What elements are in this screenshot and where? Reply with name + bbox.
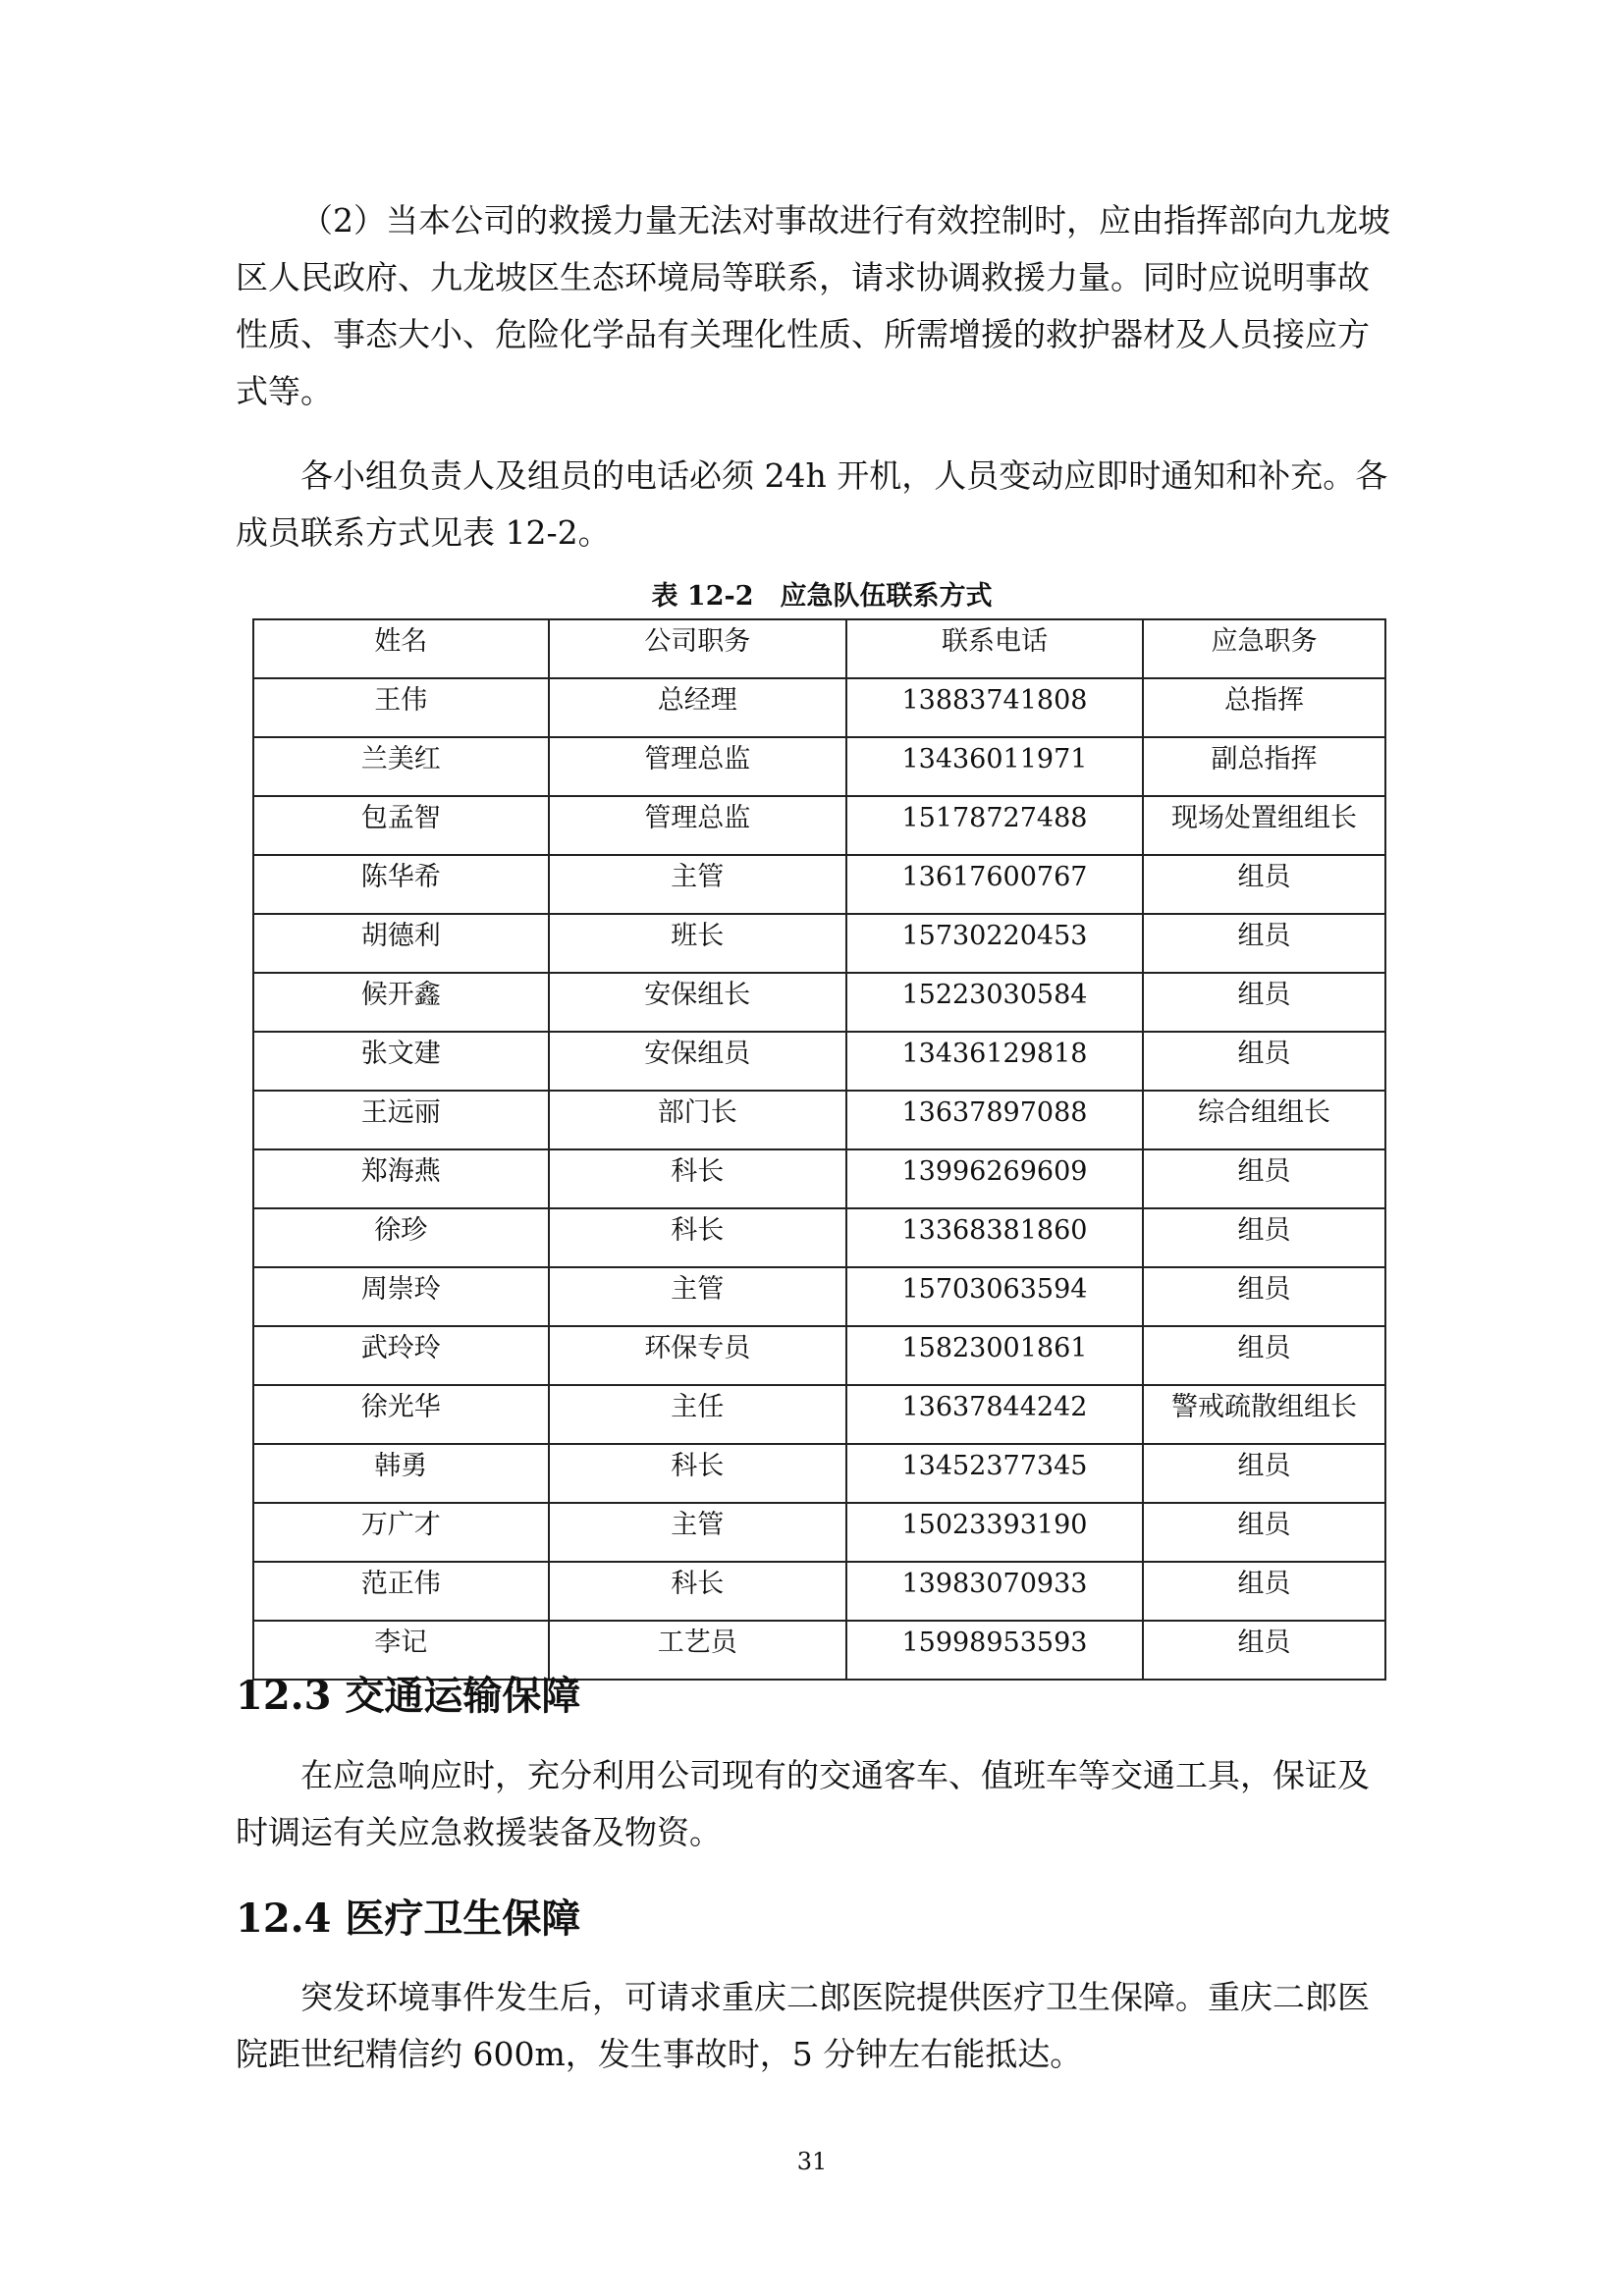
cell-phone: 13368381860	[846, 1208, 1143, 1267]
cell-name: 包孟智	[253, 796, 549, 855]
cell-position: 科长	[549, 1208, 846, 1267]
cell-position: 班长	[549, 914, 846, 973]
cell-position: 总经理	[549, 678, 846, 737]
table-row	[253, 1621, 1385, 1680]
table-row	[253, 678, 1385, 737]
table-row	[253, 914, 1385, 973]
section-heading-12-4: 12.4 医疗卫生保障	[236, 1896, 581, 1942]
cell-role: 组员	[1143, 1208, 1385, 1267]
cell-phone: 15178727488	[846, 796, 1143, 855]
table-row	[253, 1444, 1385, 1503]
cell-name: 胡德利	[253, 914, 549, 973]
section-heading-12-3: 12.3 交通运输保障	[236, 1673, 581, 1719]
cell-position: 管理总监	[549, 796, 846, 855]
text-line: 时调运有关应急救援装备及物资。	[236, 1813, 722, 1851]
cell-position: 安保组长	[549, 973, 846, 1032]
cell-phone: 13637897088	[846, 1091, 1143, 1149]
cell-name: 张文建	[253, 1032, 549, 1091]
table-row	[253, 1326, 1385, 1385]
text-line: 性质、事态大小、危险化学品有关理化性质、所需增援的救护器材及人员接应方	[236, 315, 1370, 353]
cell-role: 组员	[1143, 1562, 1385, 1621]
cell-role: 组员	[1143, 1032, 1385, 1091]
table-row	[253, 1267, 1385, 1326]
cell-name: 兰美红	[253, 737, 549, 796]
cell-position: 部门长	[549, 1091, 846, 1149]
text-line: 区人民政府、九龙坡区生态环境局等联系，请求协调救援力量。同时应说明事故	[236, 258, 1370, 296]
header-phone: 联系电话	[846, 619, 1143, 678]
cell-name: 武玲玲	[253, 1326, 549, 1385]
paragraph-transport	[236, 1747, 1408, 1861]
emergency-contacts-table	[252, 618, 1386, 1681]
text-line: 院距世纪精信约 600m，发生事故时，5 分钟左右能抵达。	[236, 2035, 1083, 2073]
cell-name: 徐光华	[253, 1385, 549, 1444]
cell-role: 副总指挥	[1143, 737, 1385, 796]
cell-role: 总指挥	[1143, 678, 1385, 737]
cell-role: 组员	[1143, 1444, 1385, 1503]
cell-role: 组员	[1143, 1267, 1385, 1326]
cell-name: 王远丽	[253, 1091, 549, 1149]
page-number: 31	[796, 2148, 828, 2175]
table-row	[253, 1562, 1385, 1621]
cell-name: 范正伟	[253, 1562, 549, 1621]
table-row	[253, 855, 1385, 914]
cell-position: 主管	[549, 855, 846, 914]
cell-role: 组员	[1143, 1503, 1385, 1562]
cell-name: 周崇玲	[253, 1267, 549, 1326]
cell-role: 组员	[1143, 973, 1385, 1032]
cell-phone: 15823001861	[846, 1326, 1143, 1385]
cell-phone: 15223030584	[846, 973, 1143, 1032]
cell-position: 工艺员	[549, 1621, 846, 1680]
cell-role: 组员	[1143, 914, 1385, 973]
table-row	[253, 1208, 1385, 1267]
cell-phone: 15023393190	[846, 1503, 1143, 1562]
cell-phone: 13617600767	[846, 855, 1143, 914]
paragraph-contact-requirement	[236, 448, 1408, 561]
text-line: （2）当本公司的救援力量无法对事故进行有效控制时，应由指挥部向九龙坡	[300, 201, 1390, 240]
cell-name: 郑海燕	[253, 1149, 549, 1208]
header-emergency-role: 应急职务	[1143, 619, 1385, 678]
cell-role: 警戒疏散组组长	[1143, 1385, 1385, 1444]
paragraph-medical	[236, 1969, 1408, 2083]
cell-position: 主管	[549, 1267, 846, 1326]
cell-phone: 13996269609	[846, 1149, 1143, 1208]
cell-role: 组员	[1143, 1621, 1385, 1680]
cell-phone: 13983070933	[846, 1562, 1143, 1621]
table-row	[253, 737, 1385, 796]
cell-phone: 13637844242	[846, 1385, 1143, 1444]
cell-name: 王伟	[253, 678, 549, 737]
cell-role: 组员	[1143, 1326, 1385, 1385]
header-name: 姓名	[253, 619, 549, 678]
cell-phone: 15730220453	[846, 914, 1143, 973]
table-row	[253, 796, 1385, 855]
cell-name: 万广才	[253, 1503, 549, 1562]
cell-position: 科长	[549, 1562, 846, 1621]
cell-name: 韩勇	[253, 1444, 549, 1503]
cell-position: 主管	[549, 1503, 846, 1562]
cell-role: 综合组组长	[1143, 1091, 1385, 1149]
cell-name: 李记	[253, 1621, 549, 1680]
cell-phone: 13452377345	[846, 1444, 1143, 1503]
paragraph-rescue-coordination	[236, 192, 1408, 420]
table-row	[253, 973, 1385, 1032]
cell-phone: 13436129818	[846, 1032, 1143, 1091]
cell-position: 科长	[549, 1444, 846, 1503]
table-row	[253, 1385, 1385, 1444]
cell-position: 主任	[549, 1385, 846, 1444]
header-company-position: 公司职务	[549, 619, 846, 678]
cell-phone: 15998953593	[846, 1621, 1143, 1680]
cell-name: 陈华希	[253, 855, 549, 914]
cell-phone: 15703063594	[846, 1267, 1143, 1326]
table-row	[253, 1091, 1385, 1149]
text-line: 突发环境事件发生后，可请求重庆二郎医院提供医疗卫生保障。重庆二郎医	[300, 1978, 1370, 2016]
table-row	[253, 1149, 1385, 1208]
text-line: 成员联系方式见表 12-2。	[236, 513, 611, 552]
table-row	[253, 1032, 1385, 1091]
cell-position: 环保专员	[549, 1326, 846, 1385]
text-line: 各小组负责人及组员的电话必须 24h 开机，人员变动应即时通知和补充。各	[300, 456, 1388, 495]
cell-position: 管理总监	[549, 737, 846, 796]
cell-name: 徐珍	[253, 1208, 549, 1267]
table-header-row	[253, 619, 1385, 678]
cell-phone: 13883741808	[846, 678, 1143, 737]
table-row	[253, 1503, 1385, 1562]
cell-role: 现场处置组组长	[1143, 796, 1385, 855]
cell-phone: 13436011971	[846, 737, 1143, 796]
table-caption: 表 12-2 应急队伍联系方式	[651, 581, 993, 612]
text-line: 式等。	[236, 372, 333, 410]
cell-name: 候开鑫	[253, 973, 549, 1032]
cell-role: 组员	[1143, 855, 1385, 914]
cell-position: 安保组员	[549, 1032, 846, 1091]
cell-role: 组员	[1143, 1149, 1385, 1208]
text-line: 在应急响应时，充分利用公司现有的交通客车、值班车等交通工具，保证及	[300, 1756, 1370, 1794]
cell-position: 科长	[549, 1149, 846, 1208]
